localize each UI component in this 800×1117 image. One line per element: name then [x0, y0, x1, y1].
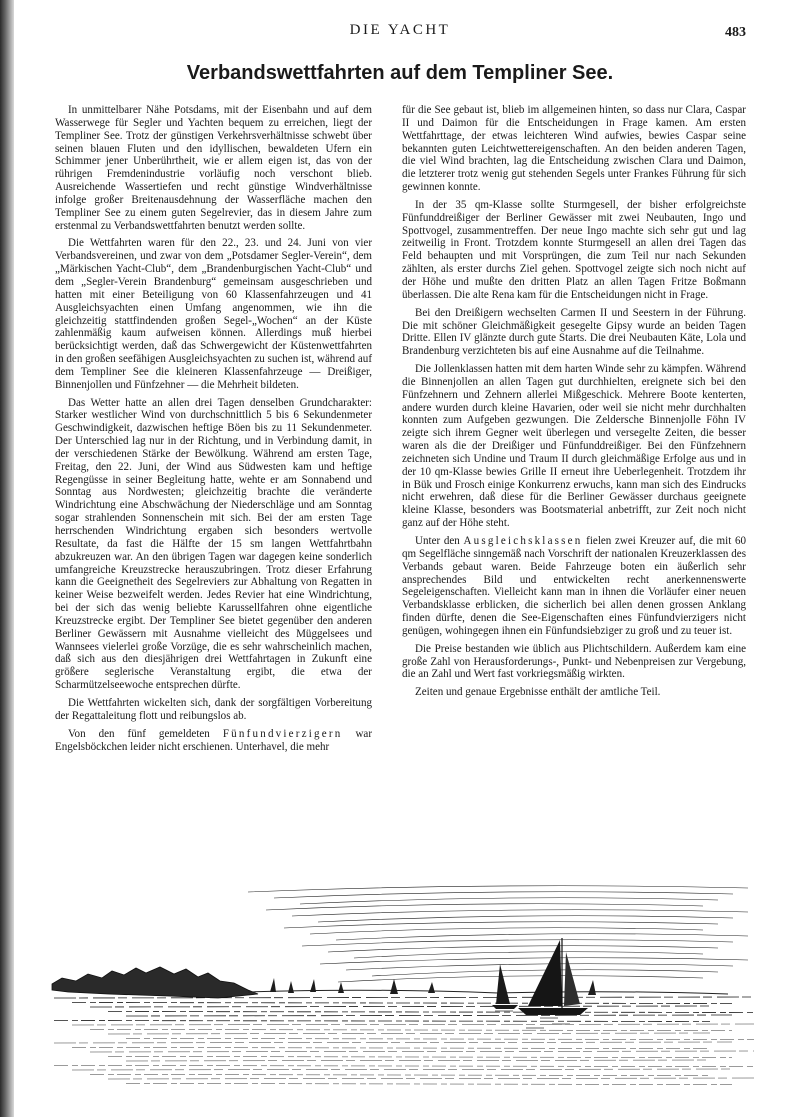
sky-stroke — [338, 976, 703, 982]
sky-stroke — [248, 886, 748, 892]
sky-stroke — [274, 892, 733, 898]
water-stroke — [54, 1021, 710, 1022]
paragraph: Die Wettfahrten wickelten sich, dank der sorgfältigen Vorbereitung der Regattaleitung flott und reibungslos ab. — [55, 696, 372, 722]
water-stroke — [72, 1048, 710, 1049]
paragraph: für die See gebaut ist, blieb im allgemeinen hinten, so dass nur Clara, Caspar II und Daimon für die Entscheidungen in Frage kamen. Am ersten Wettfahrttage, der etwas leichteren Wind aufwies, bewies Caspar seine bekannten guten Leichtwettereigenschaften. An den beiden anderen Tagen, die viel Wind brachten, lag die Entscheidung zwischen Clara und Daimon, die letzterer trotz wenig gut stehenden Segels unter Frankes Führung für sich gewinnen konnte. — [402, 104, 746, 194]
sky-stroke — [284, 922, 718, 928]
water-stroke — [54, 1042, 732, 1043]
far-bank — [248, 990, 728, 994]
water-stroke — [90, 1075, 710, 1076]
paragraph: Bei den Dreißigern wechselten Carmen II und Seestern in der Führung. Die mit schöner Gleichmäßigkeit gesegelte Gipsy wurde an beiden Tagen Dritte. Ellen IV glänzte durch gute Starts. Die drei Neubauten Käte, Lola und Brandenburg verzichteten bis auf eine Ausnahme auf die Teilnahme. — [402, 306, 746, 358]
water-stroke — [72, 1003, 732, 1004]
water-stroke — [108, 1057, 732, 1058]
spaced-emphasis: Fünfundvierzigern — [222, 727, 343, 740]
sky-hatching — [248, 886, 748, 982]
water-stroke — [90, 1051, 754, 1052]
water-stroke — [72, 1069, 732, 1070]
paragraph: Die Jollenklassen hatten mit dem harten Winde sehr zu kämpfen. Während die Binnenjollen an allen Tagen gut durchhielten, ereignete sich bei den Fünfzehnern und Zehnern allerlei Mißgeschick. Mehrere Boote kenterten, andere wurden durch kleine Havarien, oder weil sie nicht mehr durchhalten konnten zum Aufgeben gezwungen. Die Zeldersche Binnenjolle Föhn IV zeigte sich ihrem Gegner weit überlegen und versegelte Zeiten, die besser waren als die der Dreißiger und Fünfunddreißiger. Bei den Fünfzehnern zeichneten sich Undine und Traum II durch gleichmäßige Erfolge aus und in der 10 qm-Klasse bewies Grille II erneut ihre Ueberlegenheit. Trotzdem ihr in Bük und Frosch einige Konkurrenz erwuchs, kann man sich des Eindrucks nicht erwehren, daß diese für die Berliner Gewässer durchaus geeignete kleine Klasse, besonders was Bootsmaterial anbetrifft, zur Zeit noch nicht ganz auf der Höhe steht. — [402, 363, 746, 530]
journal-name: DIE YACHT — [349, 22, 451, 38]
water-stroke — [54, 997, 754, 998]
water-stroke — [72, 1024, 754, 1025]
sky-stroke — [318, 916, 733, 922]
water-stroke — [126, 1039, 754, 1040]
sky-stroke — [346, 964, 733, 970]
paragraph: In unmittelbarer Nähe Potsdams, mit der Eisenbahn und auf dem Wasserwege für Segler und Yachten bequem zu erreichen, liegt der Templiner See. Trotz der günstigen Verkehrsverhältnisse schwebt über seinen blauen Fluten und den idyllischen, bewaldeten Ufern ein Schimmer jener Unberührtheit, wie er allem eigen ist, das von der rührigen Fremdenindustrie vorläufig noch verschont blieb. Ausreichende Wassertiefen und recht günstige Windverhältnisse infolge großer Breitenausdehnung der Wasserfläche machen den Templiner See zu einem guten Segelrevier, das in diesem Jahre zum erstenmal zu Verbandswettfahrten benutzt werden sollte. — [55, 104, 372, 232]
sailing-illustration — [48, 878, 760, 1088]
text-run: war Engelsböckchen leider nicht erschienen. Unterhavel, die mehr — [55, 727, 372, 753]
water-stroke — [108, 1012, 754, 1013]
sky-stroke — [292, 910, 748, 916]
article-title: Verbandswettfahrten auf dem Templiner See. — [186, 62, 614, 84]
paragraph — [55, 728, 372, 754]
large-sailboat-icon — [518, 938, 588, 1015]
sky-stroke — [266, 904, 703, 910]
water-hatching — [54, 997, 754, 1085]
water-stroke — [54, 1066, 754, 1067]
scan-binding-edge — [0, 0, 14, 1117]
water-stroke — [90, 1030, 732, 1031]
water-stroke — [90, 1006, 710, 1007]
text-run: Von den fünf gemeldeten — [68, 727, 223, 740]
running-head — [0, 22, 800, 44]
sky-stroke — [302, 940, 733, 946]
shoreline — [52, 967, 258, 998]
sky-stroke — [300, 898, 718, 904]
sky-stroke — [320, 958, 748, 964]
water-stroke — [126, 1015, 732, 1016]
sky-stroke — [336, 934, 748, 940]
paragraph: Die Wettfahrten waren für den 22., 23. und 24. Juni von vier Verbandsvereinen, und zwar von dem „Potsdamer Segler-Verein“, dem „Märkischen Yacht-Club“, dem „Brandenburgischen Yacht-Club“ und dem „Segler-Verein Brandenburg“ gemeinsam ausgeschrieben und hatten mit einer Beteiligung von 60 Klassenfahrzeugen und 41 Ausgleichsyachten einen Umfang angenommen, wie ihn die gleichzeitig stattfindenden großen Segel-„Wochen“ an der Küste zahlenmäßig kaum aufweisen können. Allerdings muß hierbei berücksichtigt werden, daß das Schwergewicht der Küstenwettfahrten in den großen seefähigen Ausgleichsyachten zu suchen ist, während auf dem Templiner See die kleineren Klassenfahrzeuge — Dreißiger, Binnenjollen und Fünfzehner — die Mehrheit bildeten. — [55, 237, 372, 391]
paragraph: Zeiten und genaue Ergebnisse enthält der amtliche Teil. — [415, 686, 661, 699]
paragraph: Das Wetter hatte an allen drei Tagen denselben Grundcharakter: Starker westlicher Wind von durchschnittlich 5 bis 6 Sekundenmeter Geschwindigkeit, dazwischen heftige Böen bis zu 11 Sekundenmeter. Der Unterschied lag nur in der Richtung, und in Verbindung damit, in der verschiedenen Stärke der Bewölkung. Während am ersten Tage, Freitag, den 22. Juni, der Wind aus Südwesten kam und heftige Regengüsse in seiner Begleitung hatte, wehte er am Sonnabend und Sonntag aus Nordwesten; gleichzeitig brachte die veränderte Windrichtung eine Abschwächung der Niederschläge und am Sonntag sogar strahlenden Sonnenschein mit sich. Bei der am ersten Tage herrschenden Windrichtung ergaben sich besonders wertvolle Resultate, da fast die Hälfte der 15 sm langen Wettfahrtbahn abzukreuzen war. An den übrigen Tagen war dagegen keine sonderlich umfangreiche Kreuzstrecke herauszubringen. Trotz dieser Erfahrung kann die Geeignetheit des Segelreviers zur Abhaltung von Regatten in keiner Weise bezweifelt werden. Jedes Revier hat eine Windrichtung, bei der sich das wenig beliebte Karussellfahren ohne eigentliche Kreuzstrecke ergibt. Der Templiner See bietet gegenüber den anderen Berliner Gewässern mit Ausnahme vielleicht des Müggelsees und Wannsees vielerlei große Vorzüge, die es sehr wahrscheinlich machen, daß sich aus den diesjährigen drei Wettfahrtagen in Zukunft eine größere seglerische Veranstaltung ergibt, die etwa der Scharmützelseewoche entsprechen dürfte. — [55, 396, 372, 692]
water-stroke — [126, 1060, 710, 1061]
water-stroke — [126, 1084, 732, 1085]
text-run: Unter den — [415, 535, 464, 547]
page-number: 483 — [725, 25, 746, 40]
text-run: fielen zwei Kreuzer auf, die mit 60 qm Segelfläche sinngemäß nach Vorschrift der nationalen Kreuzerklassen des Verbands gebaut waren. Beide Fahrzeuge boten ein äußerlich sehr ansprechendes Bild und entwickelten recht anerkennenswerte Segeleigenschaften. Vielleicht kann man in ihnen die Vorläufer einer neuen Verbandsklasse erblicken, die sicherlich bei allen denen grossen Anklang finden dürfte, denen die See-Eigenschaften eines Fünfundvierzigers nicht genügen, wohingegen ihnen ein Fünfundsiebziger zu groß und zu teuer ist. — [402, 535, 746, 637]
right-column — [402, 104, 746, 704]
left-column — [55, 104, 372, 758]
water-stroke — [108, 1078, 754, 1079]
spaced-emphasis: Ausgleichsklassen — [463, 535, 583, 547]
water-stroke — [108, 1033, 710, 1034]
paragraph — [402, 535, 746, 638]
paragraph: Die Preise bestanden wie üblich aus Plichtschildern. Außerdem kam eine große Zahl von Herausforderungs-, Punkt- und Nebenpreisen zur Vergebung, die an Zahl und Wert fast vorkriegsmäßig wirkten. — [402, 642, 746, 681]
sky-stroke — [310, 928, 703, 934]
paragraph: In der 35 qm-Klasse sollte Sturmgesell, der bisher erfolgreichste Fünfunddreißiger der Berliner Gewässer mit zwei Neubauten, Ingo und Spottvogel, zusammentreffen. Der neue Ingo machte sich sehr gut und lag zeitweilig in Front. Trotzdem konnte Sturmgesell an allen drei Tagen das Feld behaupten und mit Vorsprüngen, die zum Teil nur nach Sekunden zählten, als erster durchs Ziel gehen. Spottvogel zeigte sich noch nicht auf der Höhe und mußte den dritten Platz an allen Tagen Fritze Boßmann überlassen. Die alte Rena kam für die Entscheidungen nicht in Frage. — [402, 198, 746, 301]
sky-stroke — [354, 952, 703, 958]
sky-stroke — [328, 946, 718, 952]
